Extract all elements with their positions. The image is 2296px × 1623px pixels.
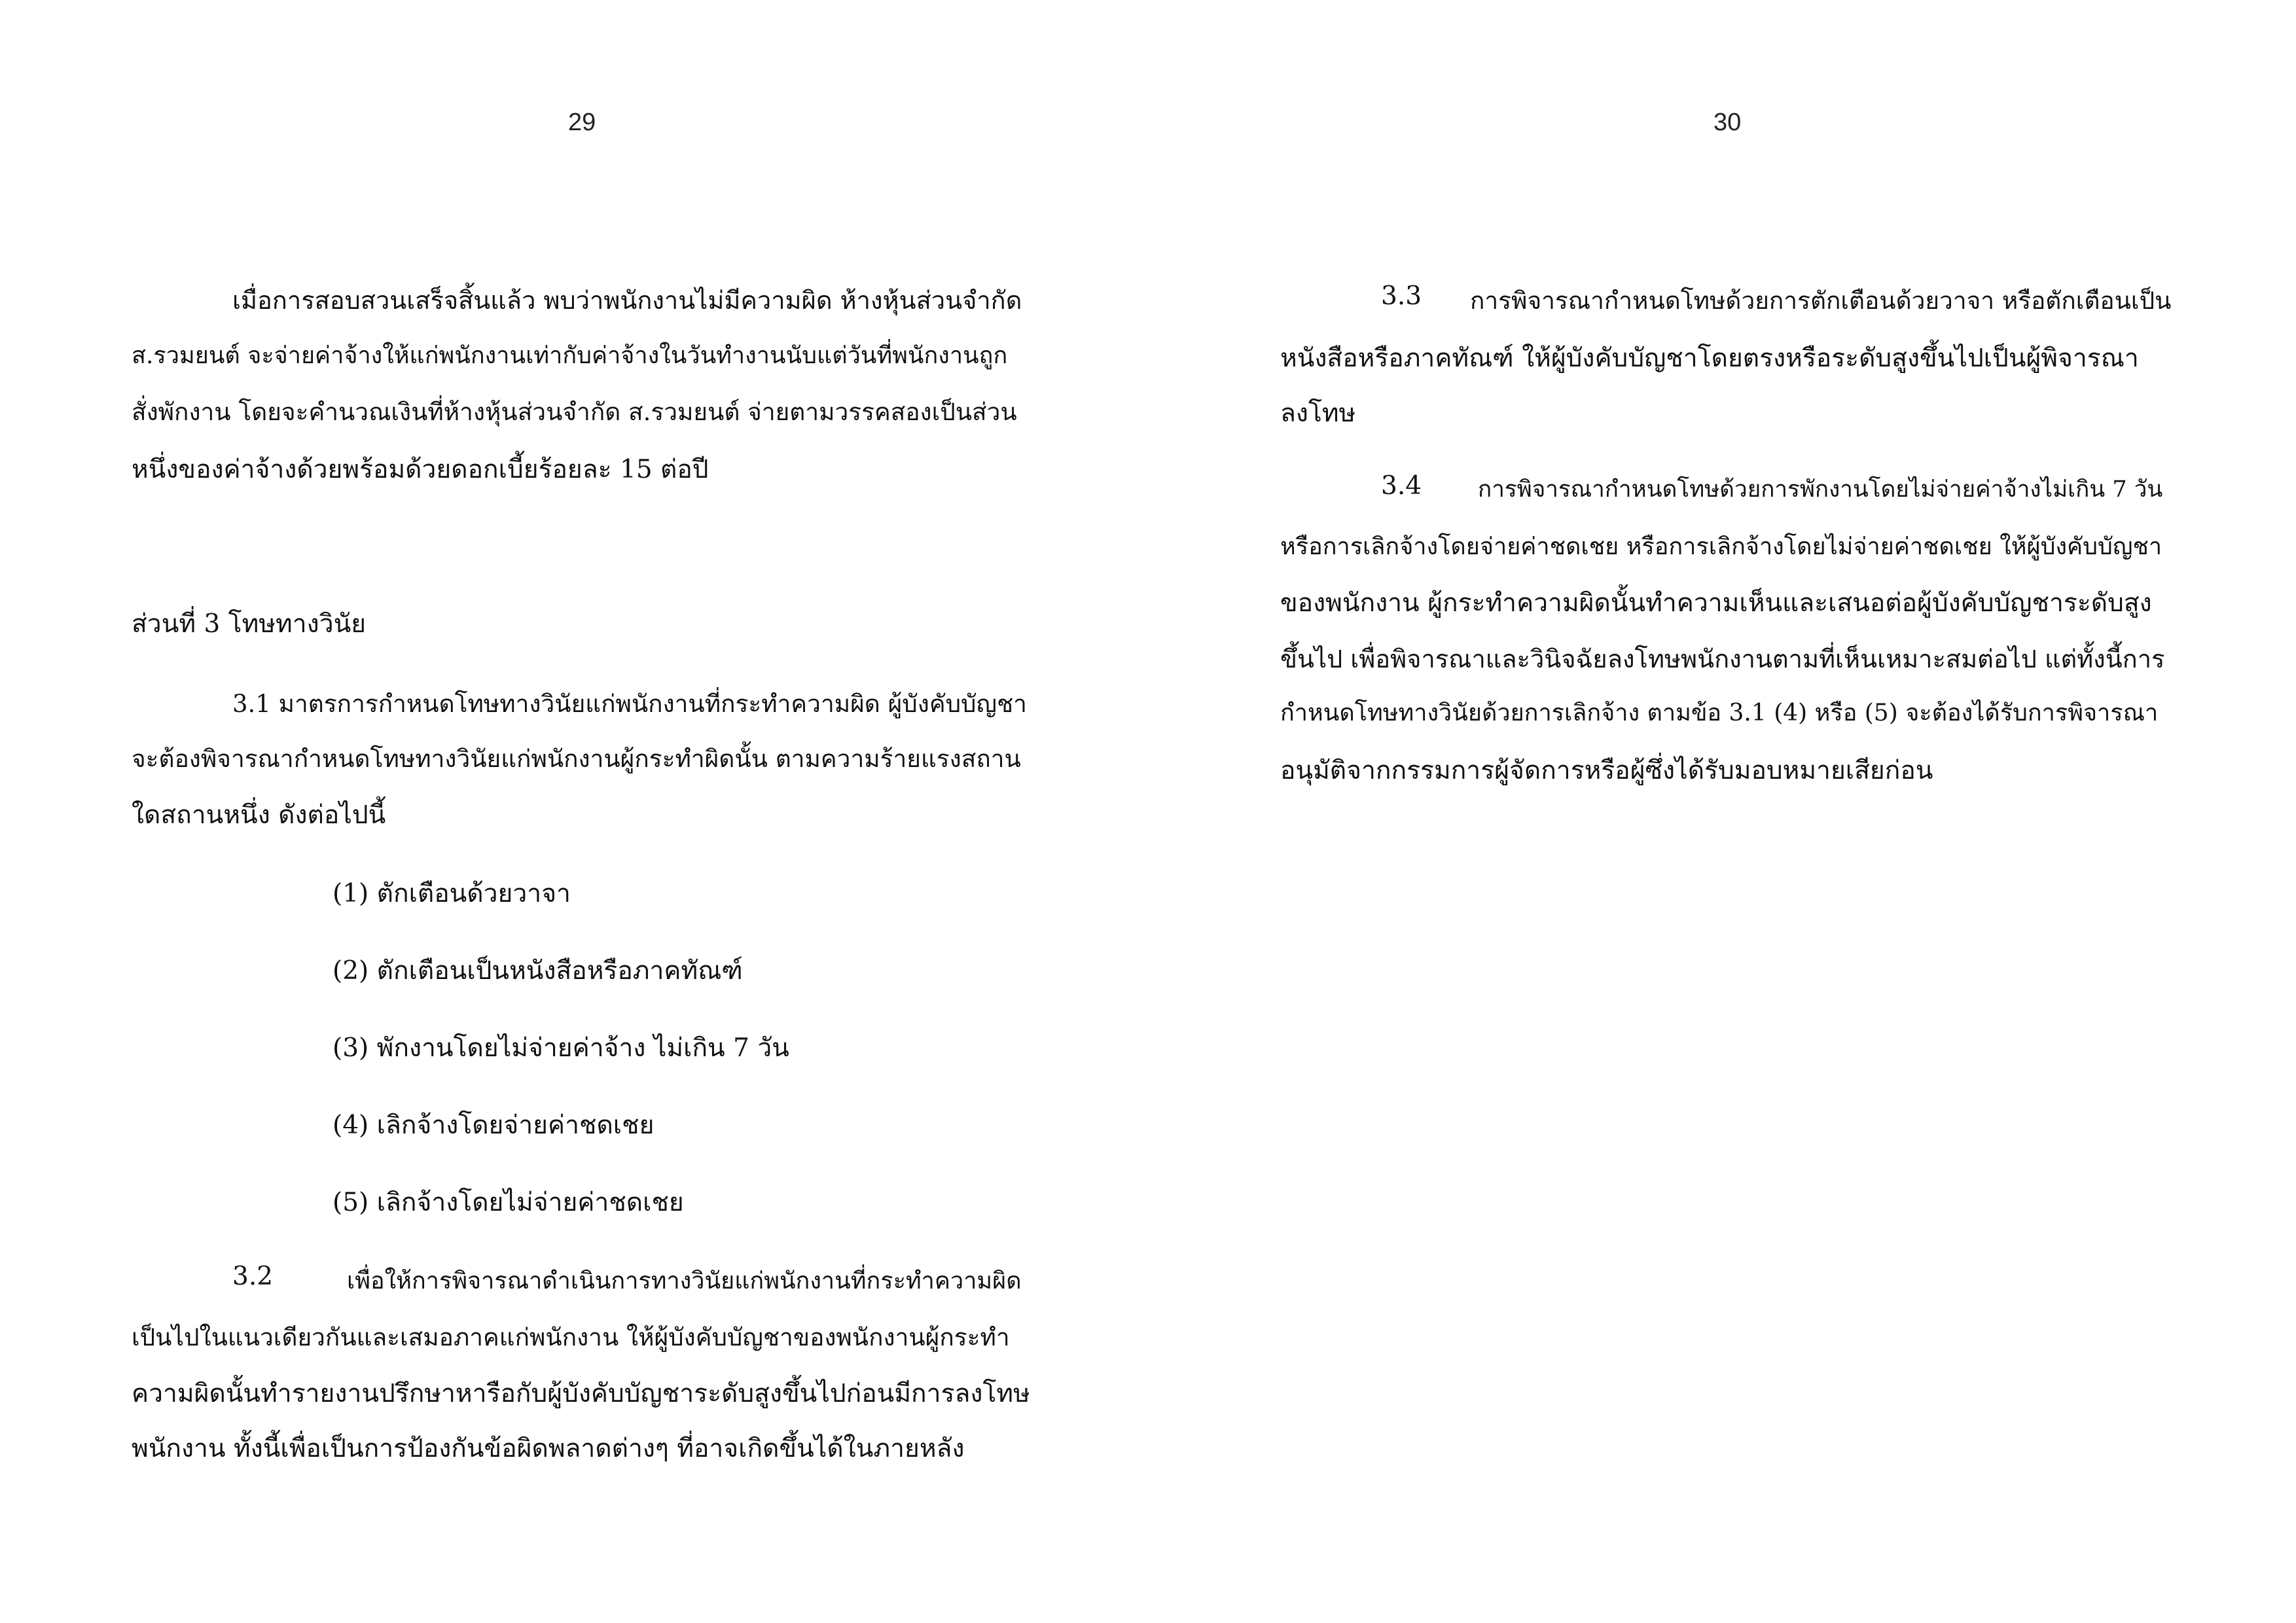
clause-number: 3.3 [1381, 281, 1422, 311]
paragraph-line: การพิจารณากำหนดโทษด้วยการตักเตือนด้วยวาจา หรือตักเตือนเป็น [1470, 287, 2172, 315]
paragraph-line: ความผิดนั้นทำรายงานปรึกษาหารือกับผู้บังคับบัญชาระดับสูงขึ้นไปก่อนมีการลงโทษ [132, 1379, 1030, 1408]
paragraph-line: สั่งพักงาน โดยจะคำนวณเงินที่ห้างหุ้นส่วนจำกัด ส.รวมยนต์ จ่ายตามวรรคสองเป็นส่วน [132, 398, 1017, 426]
list-item: (3) พักงานโดยไม่จ่ายค่าจ้าง ไม่เกิน 7 วัน [332, 1033, 789, 1063]
page-number: 30 [1713, 109, 1742, 136]
paragraph-line: ใดสถานหนึ่ง ดังต่อไปนี้ [132, 800, 386, 830]
paragraph-line: พนักงาน ทั้งนี้เพื่อเป็นการป้องกันข้อผิดพลาดต่างๆ ที่อาจเกิดขึ้นได้ในภายหลัง [132, 1434, 965, 1463]
clause-number: 3.4 [1381, 471, 1422, 501]
section-heading: ส่วนที่ 3 โทษทางวินัย [132, 609, 367, 639]
paragraph-line: หนังสือหรือภาคทัณฑ์ ให้ผู้บังคับบัญชาโดยตรงหรือระดับสูงขึ้นไปเป็นผู้พิจารณา [1280, 344, 2139, 373]
list-item: (1) ตักเตือนด้วยวาจา [332, 879, 571, 908]
list-item: (4) เลิกจ้างโดยจ่ายค่าชดเชย [332, 1111, 655, 1140]
paragraph-line: อนุมัติจากกรรมการผู้จัดการหรือผู้ซึ่งได้รับมอบหมายเสียก่อน [1280, 756, 1933, 785]
list-item: (2) ตักเตือนเป็นหนังสือหรือภาคทัณฑ์ [332, 956, 743, 986]
paragraph-line: ลงโทษ [1280, 399, 1356, 428]
paragraph-line: กำหนดโทษทางวินัยด้วยการเลิกจ้าง ตามข้อ 3.1 (4) หรือ (5) จะต้องได้รับการพิจารณา [1280, 700, 2159, 726]
paragraph-line: เพื่อให้การพิจารณาดำเนินการทางวินัยแก่พนักงานที่กระทำความผิด [347, 1268, 1022, 1294]
right-page [1148, 0, 2296, 1623]
paragraph-line: ขึ้นไป เพื่อพิจารณาและวินิจฉัยลงโทษพนักงานตามที่เห็นเหมาะสมต่อไป แต่ทั้งนี้การ [1280, 645, 2165, 673]
paragraph-line: จะต้องพิจารณากำหนดโทษทางวินัยแก่พนักงานผู้กระทำผิดนั้น ตามความร้ายแรงสถาน [132, 745, 1021, 773]
paragraph-line: หนึ่งของค่าจ้างด้วยพร้อมด้วยดอกเบี้ยร้อยละ 15 ต่อปี [132, 455, 709, 484]
page-number: 29 [568, 109, 596, 136]
paragraph-line: การพิจารณากำหนดโทษด้วยการพักงานโดยไม่จ่ายค่าจ้างไม่เกิน 7 วัน [1478, 476, 2163, 503]
paragraph-line: ของพนักงาน ผู้กระทำความผิดนั้นทำความเห็นและเสนอต่อผู้บังคับบัญชาระดับสูง [1280, 588, 2152, 618]
paragraph-line: เมื่อการสอบสวนเสร็จสิ้นแล้ว พบว่าพนักงานไม่มีความผิด ห้างหุ้นส่วนจำกัด [232, 286, 1022, 315]
paragraph-line: ส.รวมยนต์ จะจ่ายค่าจ้างให้แก่พนักงานเท่ากับค่าจ้างในวันทำงานนับแต่วันที่พนักงานถูก [132, 342, 1008, 369]
clause-number: 3.2 [232, 1262, 274, 1291]
paragraph-line: 3.1 มาตรการกำหนดโทษทางวินัยแก่พนักงานที่กระทำความผิด ผู้บังคับบัญชา [232, 690, 1027, 718]
paragraph-line: หรือการเลิกจ้างโดยจ่ายค่าชดเชย หรือการเลิกจ้างโดยไม่จ่ายค่าชดเชย ให้ผู้บังคับบัญชา [1280, 533, 2162, 560]
paragraph-line: เป็นไปในแนวเดียวกันและเสมอภาคแก่พนักงาน ให้ผู้บังคับบัญชาของพนักงานผู้กระทำ [132, 1323, 1010, 1351]
list-item: (5) เลิกจ้างโดยไม่จ่ายค่าชดเชย [332, 1188, 684, 1217]
